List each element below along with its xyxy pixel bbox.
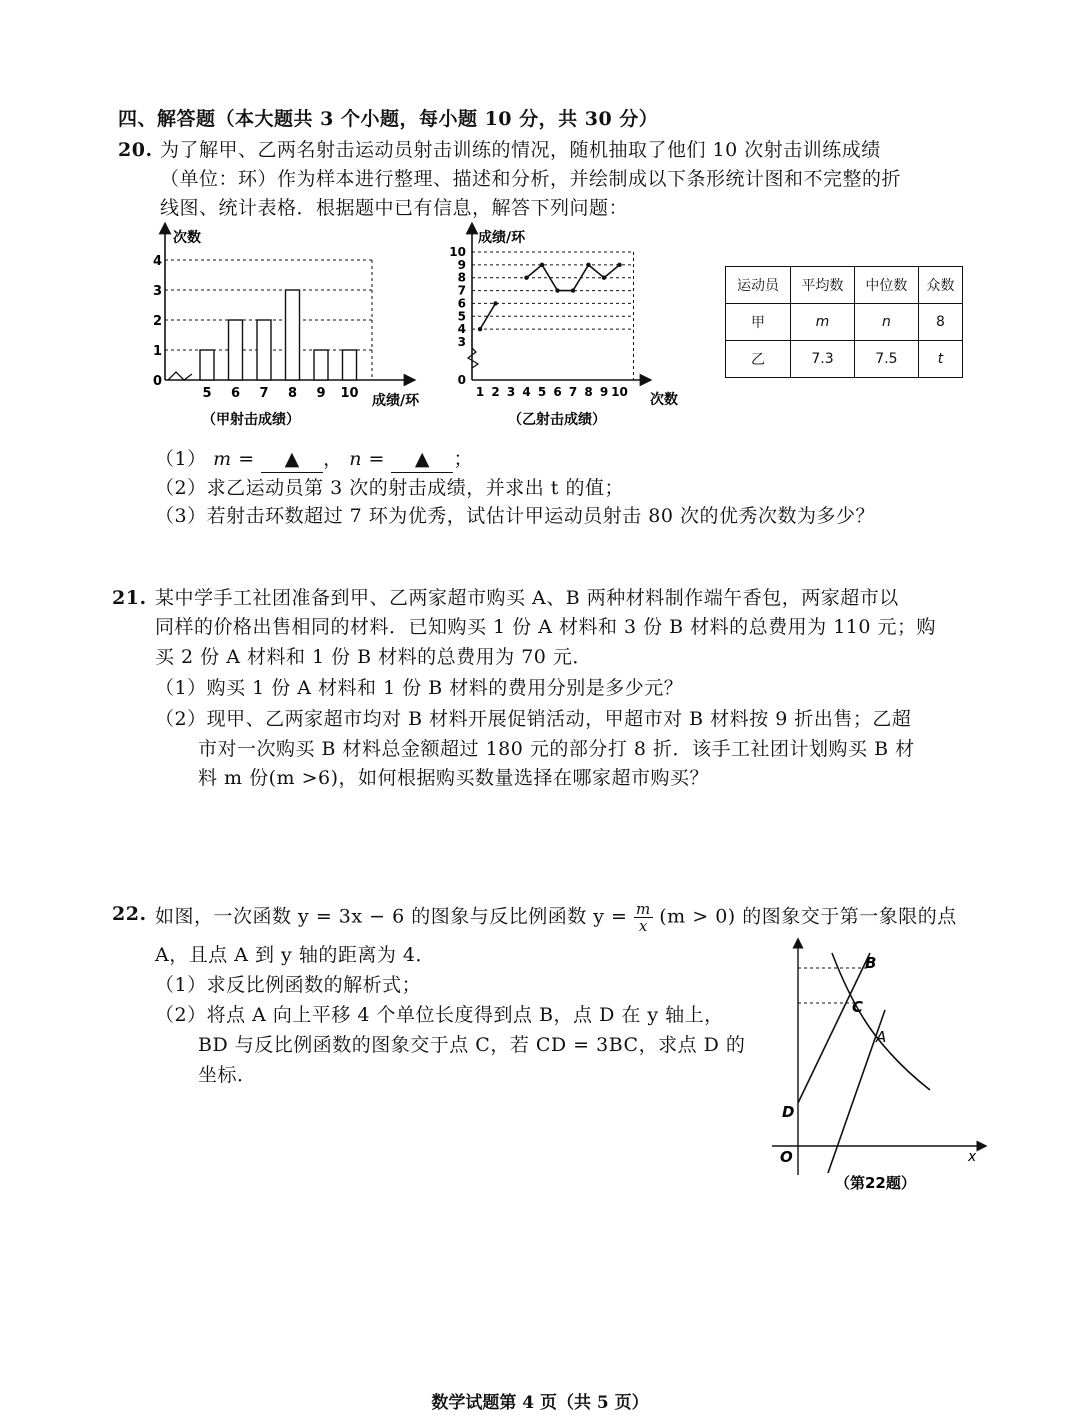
line-ylabel: 成绩/环 [478,230,526,246]
q21-part2-line2: 市对一次购买 B 材料总金额超过 180 元的部分打 8 折．该手工社团计划购买 B 材 [198,738,915,760]
bar-axis-break [168,372,192,380]
bar [314,350,328,380]
bar-xtick-label: 10 [340,386,359,401]
fig-caption: （第22题） [835,1174,916,1192]
line-xtick-label: 9 [599,385,609,399]
bar-xtick-label: 5 [202,386,212,401]
fig-label-d: D [782,1103,795,1121]
q22-fraction [634,901,653,934]
q21-part2-line3: 料 m 份(m >6)，如何根据购买数量选择在哪家超市购买？ [198,767,709,789]
bar-ytick-label: 1 [153,344,163,359]
bar-xtick-label: 8 [287,386,298,401]
table-cell: 7.3 [791,341,855,378]
fig-line-bd [798,953,870,1103]
q20-part1-label: （1） [155,448,207,470]
stats-table [725,266,963,378]
table-header-cell: 运动员 [726,267,791,304]
line-xtick-label: 10 [611,385,628,399]
q22-part1: （1）求反比例函数的解析式； [155,974,422,996]
q22-line1a: 如图，一次函数 y = 3x − 6 的图象与反比例函数 y = [155,905,628,928]
q22-line1 [155,901,957,934]
line-xlabel: 次数 [650,392,678,408]
q22-line1b: (m > 0) 的图象交于第一象限的点 [659,905,957,928]
line-xtick-label: 3 [506,385,516,399]
q22-part2-line2: BD 与反比例函数的图象交于点 C，若 CD = 3BC，求点 D 的 [198,1034,746,1056]
line-ytick-label: 9 [457,257,466,272]
line-xtick-label: 4 [522,385,531,399]
bar [257,320,271,380]
q20-part1-sep: ， [323,448,343,470]
fig-label-x: x [968,1149,977,1165]
q22-number: 22. [112,903,147,925]
fig-label-b: B [865,954,877,972]
table-row [726,304,963,341]
line-xtick-label: 7 [568,385,578,399]
bar-caption: （甲射击成绩） [202,412,300,428]
table-header-row [726,267,963,304]
bar-ytick-label: 3 [153,284,163,299]
line-xtick-label: 2 [491,385,500,399]
bar [229,320,243,380]
line-xtick-label: 8 [584,385,593,399]
q20-part1 [155,446,473,473]
line-xtick-label: 1 [475,385,485,399]
q21-line1: 某中学手工社团准备到甲、乙两家超市购买 A、B 两种材料制作端午香包，两家超市以 [155,587,899,609]
line-ytick-label: 3 [457,335,466,349]
table-header-cell: 中位数 [854,267,918,304]
table-cell: t [918,341,962,378]
line-ytick-label: 6 [457,296,466,311]
fig-label-c: C [852,998,864,1016]
bar-ylabel: 次数 [173,230,201,246]
q20-part2: （2）求乙运动员第 3 次的射击成绩，并求出 t 的值； [155,477,624,499]
bar [286,290,300,380]
q22-frac-den: x [638,917,648,935]
table-row [726,341,963,378]
answer-blank-m: ▲ [261,446,323,473]
line-series-segment [480,303,496,329]
q20-text-line1: 为了解甲、乙两名射击运动员射击训练的情况，随机抽取了他们 10 次射击训练成绩 [160,139,881,161]
line-xtick-label: 6 [553,385,562,399]
line-chart-yi [438,218,698,438]
bar-xtick-label: 9 [316,386,326,401]
q22-line2: A，且点 A 到 y 轴的距离为 4． [155,944,435,966]
line-ytick-label: 4 [457,322,466,337]
q20-part1-end: ； [453,448,473,470]
q20-part1-n: n = [349,448,385,470]
answer-blank-n: ▲ [391,446,453,473]
q20-part3: （3）若射击环数超过 7 环为优秀，试估计甲运动员射击 80 次的优秀次数为多少？ [155,505,876,527]
page-footer: 数学试题第 4 页（共 5 页） [431,1393,649,1413]
line-ytick-label: 5 [457,309,466,324]
q21-part2-line1: （2）现甲、乙两家超市均对 B 材料开展促销活动，甲超市对 B 材料按 9 折出售；乙超 [155,708,912,730]
bar [343,350,357,380]
table-cell: n [854,304,918,341]
line-ytick-label: 8 [457,270,466,285]
q22-frac-num: m [635,900,651,918]
bar-chart-jia [140,218,440,438]
section-title: 四、解答题（本大题共 3 个小题，每小题 10 分，共 30 分） [118,108,659,130]
fig-label-a: A [876,1028,887,1046]
bar-xlabel: 成绩/环 [372,393,420,409]
bar [200,350,214,380]
q20-part1-m: m = [213,448,255,470]
table-header-cell: 平均数 [791,267,855,304]
line-ytick-label: 10 [449,245,466,259]
q21-line3: 买 2 份 A 材料和 1 份 B 材料的总费用为 70 元． [155,646,592,668]
bar-xtick-label: 7 [259,386,269,401]
line-caption: （乙射击成绩） [508,412,606,428]
table-cell: 甲 [726,304,791,341]
q20-text-line2: （单位：环）作为样本进行整理、描述和分析，并绘制成以下条形统计图和不完整的折 [160,168,902,190]
fig-label-o: O [780,1148,793,1166]
q21-part1: （1）购买 1 份 A 材料和 1 份 B 材料的费用分别是多少元？ [155,677,684,699]
bar-ytick-label: 4 [153,254,163,269]
q22-part2-line3: 坐标． [198,1064,257,1086]
table-cell: 8 [918,304,962,341]
line-xtick-label: 5 [537,385,547,399]
line-chart-grid [472,252,634,380]
q22-figure [760,935,990,1195]
q20-text-line3: 线图、统计表格．根据题中已有信息，解答下列问题： [160,197,629,219]
table-cell: m [791,304,855,341]
q21-line2: 同样的价格出售相同的材料．已知购买 1 份 A 材料和 3 份 B 材料的总费用为 110 元；购 [155,616,937,638]
table-header-cell: 众数 [918,267,962,304]
line-ytick-label: 0 [457,373,466,387]
bar-ytick-label: 0 [153,374,163,389]
bar-xtick-label: 6 [230,386,241,401]
q22-part2-line1: （2）将点 A 向上平移 4 个单位长度得到点 B，点 D 在 y 轴上， [155,1004,724,1026]
q20-number: 20. [118,139,153,161]
q21-number: 21. [112,587,147,609]
table-cell: 7.5 [854,341,918,378]
table-cell: 乙 [726,341,791,378]
bar-ytick-label: 2 [153,314,163,329]
line-axis-break [468,348,478,368]
line-ytick-label: 7 [457,283,466,298]
